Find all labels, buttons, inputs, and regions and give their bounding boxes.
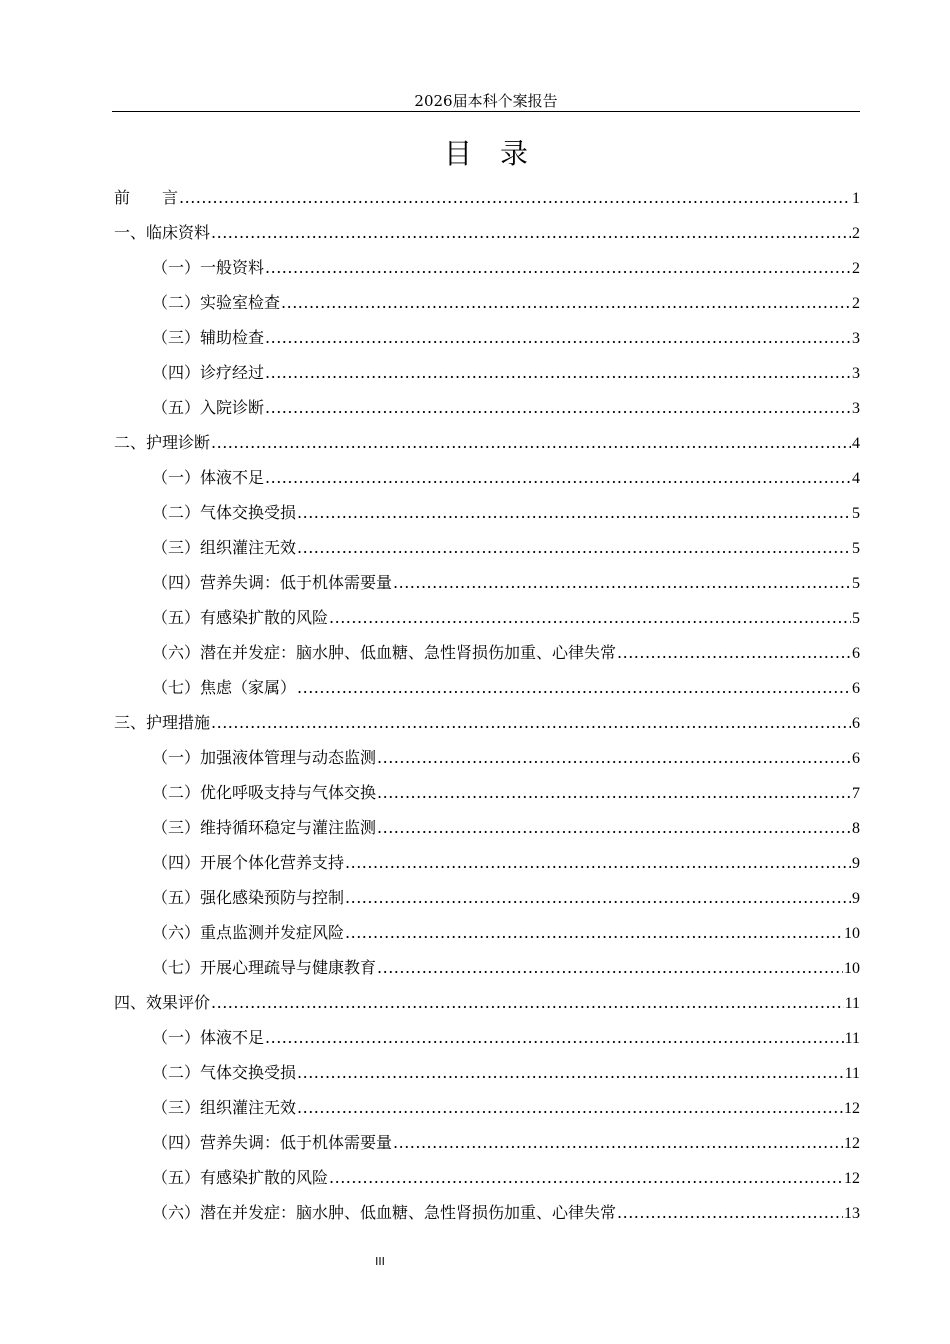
toc-entry[interactable] [114, 705, 860, 740]
toc-entry-label: （六）潜在并发症：脑水肿、低血糖、急性肾损伤加重、心律失常 [152, 1203, 617, 1222]
toc-dot-leader [179, 180, 851, 215]
toc-entry-page: 2 [852, 225, 860, 242]
toc-entry-label: （三）维持循环稳定与灌注监测 [152, 818, 377, 837]
toc-entry-page: 12 [844, 1100, 860, 1117]
toc-entry-page: 9 [852, 890, 860, 907]
toc-entry-page: 5 [852, 540, 860, 557]
toc-entry[interactable] [114, 250, 860, 285]
toc-entry-page: 7 [852, 785, 860, 802]
toc-dot-leader [617, 635, 851, 670]
toc-entry[interactable] [114, 390, 860, 425]
toc-entry[interactable] [114, 320, 860, 355]
toc-entry-label: （一）加强液体管理与动态监测 [152, 748, 377, 767]
toc-entry[interactable] [114, 425, 860, 460]
toc-entry-label: （三）组织灌注无效 [152, 1098, 297, 1117]
toc-entry-label: （二）实验室检查 [152, 293, 281, 312]
toc-entry-label: （五）有感染扩散的风险 [152, 1168, 329, 1187]
toc-dot-leader [345, 915, 843, 950]
toc-entry[interactable] [114, 495, 860, 530]
table-of-contents [114, 180, 860, 1230]
toc-entry-label: （三）辅助检查 [152, 328, 265, 347]
toc-entry-label: 二、护理诊断 [114, 433, 211, 452]
toc-entry-label: （六）潜在并发症：脑水肿、低血糖、急性肾损伤加重、心律失常 [152, 643, 617, 662]
toc-entry-label: （一）体液不足 [152, 468, 265, 487]
toc-entry-label: （四）营养失调：低于机体需要量 [152, 1133, 393, 1152]
toc-entry[interactable] [114, 985, 860, 1020]
toc-entry-label: （一）一般资料 [152, 258, 265, 277]
toc-dot-leader [297, 530, 851, 565]
toc-entry-label: （二）气体交换受损 [152, 503, 297, 522]
toc-dot-leader [265, 355, 851, 390]
toc-dot-leader [265, 250, 851, 285]
toc-entry[interactable] [114, 180, 860, 215]
toc-dot-leader [297, 1055, 844, 1090]
toc-entry-page: 6 [852, 750, 860, 767]
toc-entry-page: 6 [852, 645, 860, 662]
toc-entry-page: 6 [852, 680, 860, 697]
toc-entry-page: 4 [852, 470, 860, 487]
toc-entry-label: （二）优化呼吸支持与气体交换 [152, 783, 377, 802]
toc-entry-label: （五）有感染扩散的风险 [152, 608, 329, 627]
toc-dot-leader [329, 600, 851, 635]
toc-dot-leader [345, 845, 851, 880]
toc-dot-leader [393, 565, 851, 600]
toc-entry-page: 3 [852, 330, 860, 347]
toc-entry[interactable] [114, 740, 860, 775]
toc-entry[interactable] [114, 1055, 860, 1090]
toc-dot-leader [377, 950, 843, 985]
toc-entry-page: 8 [852, 820, 860, 837]
toc-entry-page: 5 [852, 610, 860, 627]
toc-entry-label: 前 言 [114, 188, 179, 207]
toc-entry[interactable] [114, 810, 860, 845]
toc-dot-leader [265, 320, 851, 355]
toc-dot-leader [377, 775, 851, 810]
toc-dot-leader [265, 1020, 844, 1055]
page-number: III [375, 1255, 385, 1268]
toc-entry-label: （一）体液不足 [152, 1028, 265, 1047]
toc-entry-label: （三）组织灌注无效 [152, 538, 297, 557]
header-rule [112, 111, 860, 112]
toc-entry[interactable] [114, 1090, 860, 1125]
toc-entry-page: 10 [844, 960, 860, 977]
toc-entry[interactable] [114, 845, 860, 880]
toc-entry-page: 11 [844, 995, 860, 1012]
toc-dot-leader [211, 425, 851, 460]
toc-entry[interactable] [114, 600, 860, 635]
toc-dot-leader [265, 460, 851, 495]
toc-dot-leader [265, 390, 851, 425]
toc-entry-label: （四）营养失调：低于机体需要量 [152, 573, 393, 592]
toc-title: 目 录 [443, 137, 528, 170]
toc-entry-label: 一、临床资料 [114, 223, 211, 242]
toc-entry[interactable] [114, 460, 860, 495]
toc-entry[interactable] [114, 1020, 860, 1055]
toc-entry[interactable] [114, 670, 860, 705]
toc-entry-page: 11 [844, 1065, 860, 1082]
toc-entry-page: 4 [852, 435, 860, 452]
toc-entry-page: 6 [852, 715, 860, 732]
toc-dot-leader [393, 1125, 843, 1160]
toc-entry[interactable] [114, 1125, 860, 1160]
toc-dot-leader [297, 1090, 843, 1125]
toc-entry-page: 10 [844, 925, 860, 942]
toc-entry[interactable] [114, 775, 860, 810]
toc-entry[interactable] [114, 285, 860, 320]
toc-entry[interactable] [114, 950, 860, 985]
toc-entry-page: 3 [852, 365, 860, 382]
toc-dot-leader [617, 1195, 843, 1230]
toc-entry[interactable] [114, 215, 860, 250]
toc-entry-label: （七）开展心理疏导与健康教育 [152, 958, 377, 977]
toc-entry[interactable] [114, 915, 860, 950]
toc-dot-leader [211, 215, 851, 250]
toc-dot-leader [329, 1160, 843, 1195]
toc-dot-leader [211, 705, 851, 740]
toc-entry-page: 9 [852, 855, 860, 872]
toc-entry-page: 12 [844, 1135, 860, 1152]
toc-entry-label: 三、护理措施 [114, 713, 211, 732]
toc-entry-page: 12 [844, 1170, 860, 1187]
toc-entry-label: （五）强化感染预防与控制 [152, 888, 345, 907]
toc-entry[interactable] [114, 1195, 860, 1230]
toc-dot-leader [297, 495, 851, 530]
toc-entry-page: 11 [844, 1030, 860, 1047]
toc-dot-leader [377, 740, 851, 775]
toc-entry-page: 5 [852, 505, 860, 522]
toc-entry[interactable] [114, 530, 860, 565]
toc-entry-label: （四）诊疗经过 [152, 363, 265, 382]
toc-entry-label: （五）入院诊断 [152, 398, 265, 417]
toc-entry[interactable] [114, 355, 860, 390]
toc-entry[interactable] [114, 1160, 860, 1195]
toc-dot-leader [281, 285, 851, 320]
toc-entry-page: 2 [852, 260, 860, 277]
toc-entry-label: （六）重点监测并发症风险 [152, 923, 345, 942]
toc-entry-label: （四）开展个体化营养支持 [152, 853, 345, 872]
toc-dot-leader [297, 670, 851, 705]
toc-entry[interactable] [114, 880, 860, 915]
toc-entry-page: 13 [844, 1205, 860, 1222]
toc-dot-leader [377, 810, 851, 845]
toc-entry-page: 5 [852, 575, 860, 592]
toc-entry[interactable] [114, 635, 860, 670]
toc-entry-page: 3 [852, 400, 860, 417]
toc-entry-page: 2 [852, 295, 860, 312]
toc-entry-label: （七）焦虑（家属） [152, 678, 297, 697]
toc-dot-leader [345, 880, 851, 915]
toc-dot-leader [211, 985, 844, 1020]
toc-entry-label: 四、效果评价 [114, 993, 211, 1012]
toc-entry[interactable] [114, 565, 860, 600]
running-header: 2026届本科个案报告 [414, 92, 558, 110]
toc-entry-page: 1 [852, 190, 860, 207]
toc-entry-label: （二）气体交换受损 [152, 1063, 297, 1082]
